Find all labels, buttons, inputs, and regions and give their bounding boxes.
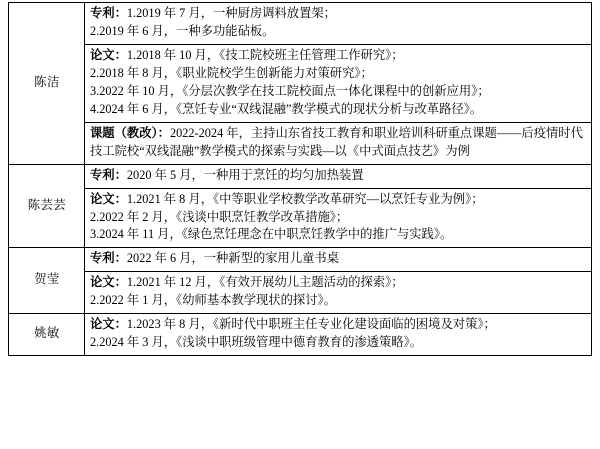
paper-line [90, 316, 587, 334]
patent-cell [85, 3, 592, 45]
paper-line: 3.2024 年 11 月，《绿色烹饪理念在中职烹饪教学中的推广与实践》。 [90, 227, 453, 242]
paper-line [90, 274, 587, 292]
patent-text: 1.2019 年 7 月，一种厨房调料放置架； [126, 6, 336, 20]
paper-label: 论文： [90, 47, 127, 62]
patent-cell [85, 248, 592, 272]
paper-text: 1.2023 年 8 月，《新时代中职班主任专业化建设面临的困境及对策》； [126, 317, 496, 332]
paper-line [90, 191, 587, 209]
paper-line: 2.2022 年 1 月，《幼师基本教学现状的探讨》。 [90, 293, 336, 308]
paper-line: 4.2024 年 6 月，《烹饪专业“双线混融”教学模式的现状分析与改革路径》。 [90, 101, 483, 116]
project-text: 2022-2024 年，主持山东省技工教育和职业培训科研重点课题——后疫情时代技工院校“双线混融”教学模式的探索与实践—以《中式面点技艺》为例 [90, 125, 583, 158]
patent-label: 专利： [90, 167, 127, 182]
teacher-name-cell: 陈芸芸 [9, 164, 85, 248]
patent-label: 专利： [90, 6, 127, 20]
paper-cell [85, 272, 592, 314]
project-cell [85, 122, 592, 164]
paper-line: 2.2024 年 3 月，《浅谈中职班级管理中德育教育的渗透策略》。 [90, 335, 423, 350]
patent-label: 专利： [90, 251, 127, 266]
patent-text: 2022 年 6 月，一种新型的家用儿童书桌 [126, 251, 340, 266]
paper-label: 论文： [90, 317, 127, 332]
table-row [9, 164, 592, 188]
table-row [9, 314, 592, 356]
paper-line: 2.2022 年 2 月，《浅谈中职烹饪教学改革措施》； [90, 209, 349, 224]
project-line [90, 125, 587, 161]
paper-cell [85, 188, 592, 248]
paper-line: 3.2022 年 10 月，《分层次教学在技工院校面点一体化课程中的创新应用》； [90, 83, 490, 98]
patent-line: 2.2019 年 6 月，一种多功能砧板。 [90, 23, 275, 38]
teacher-name-cell: 姚敏 [9, 314, 85, 356]
paper-text: 1.2018 年 10 月，《技工院校班主任管理工作研究》； [126, 47, 404, 62]
paper-cell [85, 44, 592, 122]
paper-label: 论文： [90, 191, 127, 206]
table-row [9, 44, 592, 122]
table-row [9, 3, 592, 45]
paper-line: 2.2018 年 8 月，《职业院校学生创新能力对策研究》； [90, 65, 373, 80]
paper-label: 论文： [90, 275, 127, 290]
patent-line [90, 5, 587, 23]
teacher-name-cell: 陈洁 [9, 3, 85, 165]
table-row [9, 188, 592, 248]
table-body [9, 3, 592, 356]
paper-cell [85, 314, 592, 356]
table-row [9, 248, 592, 272]
patent-line [90, 250, 587, 268]
project-label: 课题（教改）： [90, 125, 170, 140]
table-row [9, 272, 592, 314]
paper-text: 1.2021 年 8 月，《中等职业学校教学改革研究—以烹饪专业为例》； [126, 191, 484, 206]
achievements-table [8, 2, 592, 356]
teacher-name-cell: 贺莹 [9, 248, 85, 314]
paper-line [90, 47, 587, 65]
patent-text: 2020 年 5 月，一种用于烹饪的均匀加热装置 [126, 167, 364, 182]
paper-text: 1.2021 年 12 月，《有效开展幼儿主题活动的探索》； [126, 275, 404, 290]
table-row [9, 122, 592, 164]
patent-cell [85, 164, 592, 188]
patent-line [90, 167, 587, 185]
